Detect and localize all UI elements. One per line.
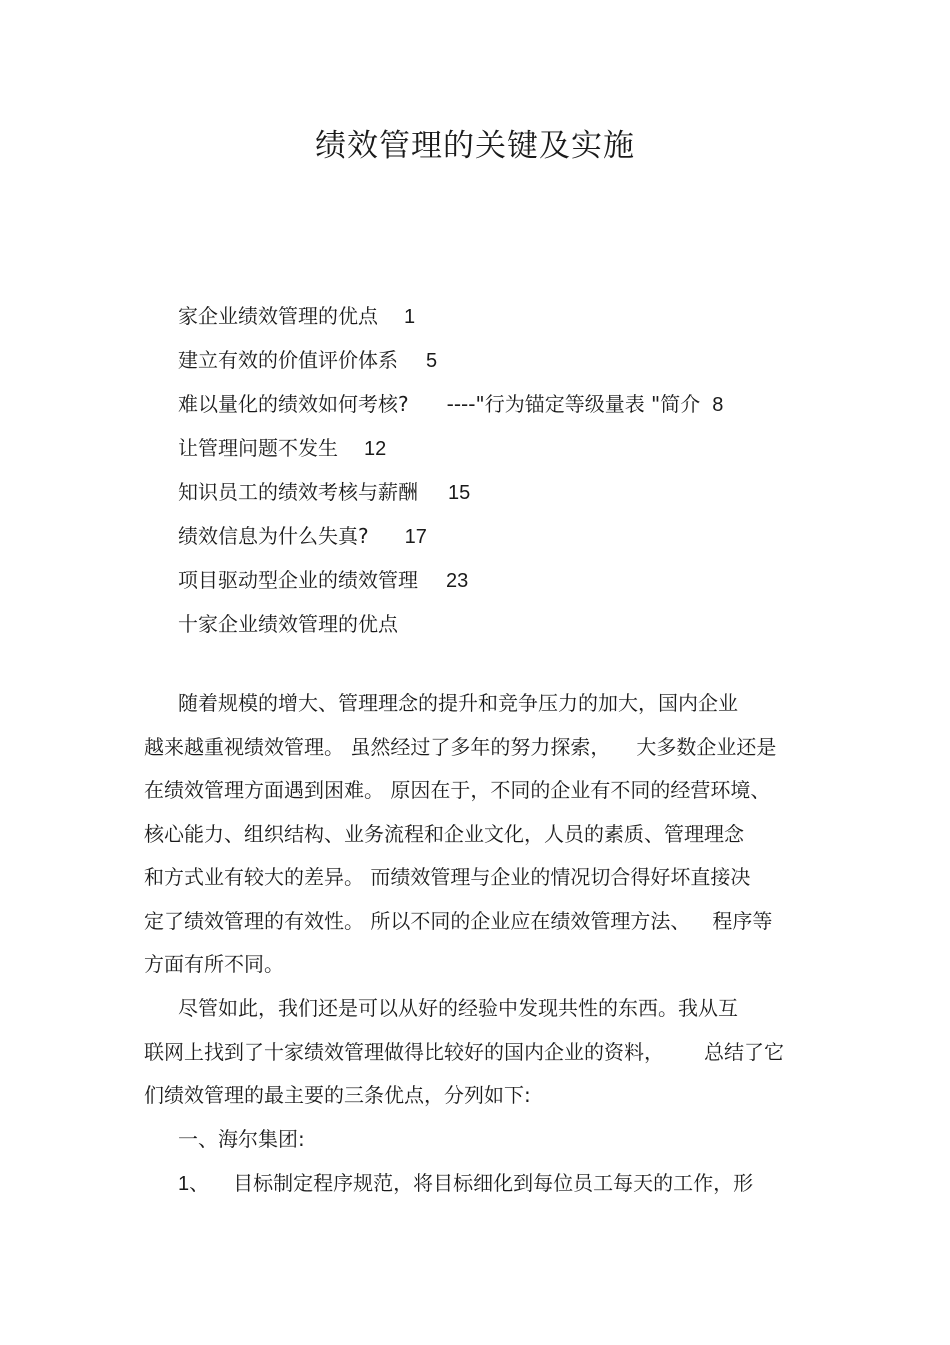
toc-entry-subtitle: ----"行为锚定等级量表 "简介 <box>446 392 701 416</box>
toc-entry-page: 5 <box>426 350 438 372</box>
toc-entry[interactable] <box>178 563 878 607</box>
paragraph-line: 们绩效管理的最主要的三条优点，分列如下: <box>144 1083 531 1107</box>
paragraph-line: 核心能力、组织结构、业务流程和企业文化，人员的素质、管理理念 <box>144 821 744 846</box>
toc-entry-text: 绩效信息为什么失真? <box>178 524 369 548</box>
toc-entry-text: 项目驱动型企业的绩效管理 <box>178 568 418 592</box>
toc-entry-text: 建立有效的价值评价体系 <box>178 348 398 372</box>
toc-entry-page: 17 <box>404 526 427 548</box>
toc-entry[interactable] <box>178 387 878 431</box>
paragraph-line <box>144 730 824 774</box>
paragraph-line <box>144 1035 824 1079</box>
toc-entry[interactable] <box>178 475 878 519</box>
line-segment: 程序等 <box>712 908 773 933</box>
toc-entry-page: 15 <box>448 482 471 504</box>
paragraph-line: 随着规模的增大、管理理念的提升和竞争压力的加大，国内企业 <box>178 691 738 715</box>
toc-entry[interactable] <box>178 607 878 651</box>
document-title: 绩效管理的关键及实施 <box>315 128 635 164</box>
toc-entry[interactable] <box>178 431 878 475</box>
paragraph-line: 在绩效管理方面遇到困难。 原因在于，不同的企业有不同的经营环境、 <box>144 778 771 802</box>
toc-entry-text: 十家企业绩效管理的优点 <box>178 612 398 636</box>
toc-entry-page: 1 <box>404 306 416 328</box>
toc-entry[interactable] <box>178 519 878 563</box>
section-block <box>144 1122 824 1209</box>
body-paragraph <box>144 991 824 1122</box>
toc-entry-page: 8 <box>712 394 724 416</box>
toc-entry-text: 知识员工的绩效考核与薪酬 <box>178 480 418 504</box>
line-segment: 越来越重视绩效管理。 虽然经过了多年的努力探索， <box>144 734 611 759</box>
section-heading: 一、海尔集团: <box>178 1127 305 1151</box>
toc-entry-text: 难以量化的绩效如何考核? <box>178 392 409 416</box>
line-segment: 大多数企业还是 <box>636 734 777 759</box>
toc-entry[interactable] <box>178 343 878 387</box>
paragraph-line: 方面有所不同。 <box>144 952 284 976</box>
paragraph-line <box>144 904 824 948</box>
toc-entry-page: 12 <box>364 438 387 460</box>
list-item-text: 目标制定程序规范，将目标细化到每位员工每天的工作，形 <box>233 1170 754 1195</box>
toc-entry-text: 家企业绩效管理的优点 <box>178 304 378 328</box>
body-paragraph <box>144 686 824 991</box>
line-segment: 总结了它 <box>704 1039 784 1064</box>
table-of-contents <box>178 299 878 651</box>
list-item <box>144 1166 824 1210</box>
line-segment: 定了绩效管理的有效性。 所以不同的企业应在绩效管理方法、 <box>144 908 691 933</box>
paragraph-line: 尽管如此，我们还是可以从好的经验中发现共性的东西。我从互 <box>178 996 738 1020</box>
line-segment: 联网上找到了十家绩效管理做得比较好的国内企业的资料， <box>144 1039 664 1064</box>
toc-entry[interactable] <box>178 299 878 343</box>
toc-entry-text: 让管理问题不发生 <box>178 436 338 460</box>
list-item-number: 1、 <box>178 1172 210 1195</box>
toc-entry-page: 23 <box>446 570 469 592</box>
paragraph-line: 和方式业有较大的差异。 而绩效管理与企业的情况切合得好坏直接决 <box>144 865 751 889</box>
